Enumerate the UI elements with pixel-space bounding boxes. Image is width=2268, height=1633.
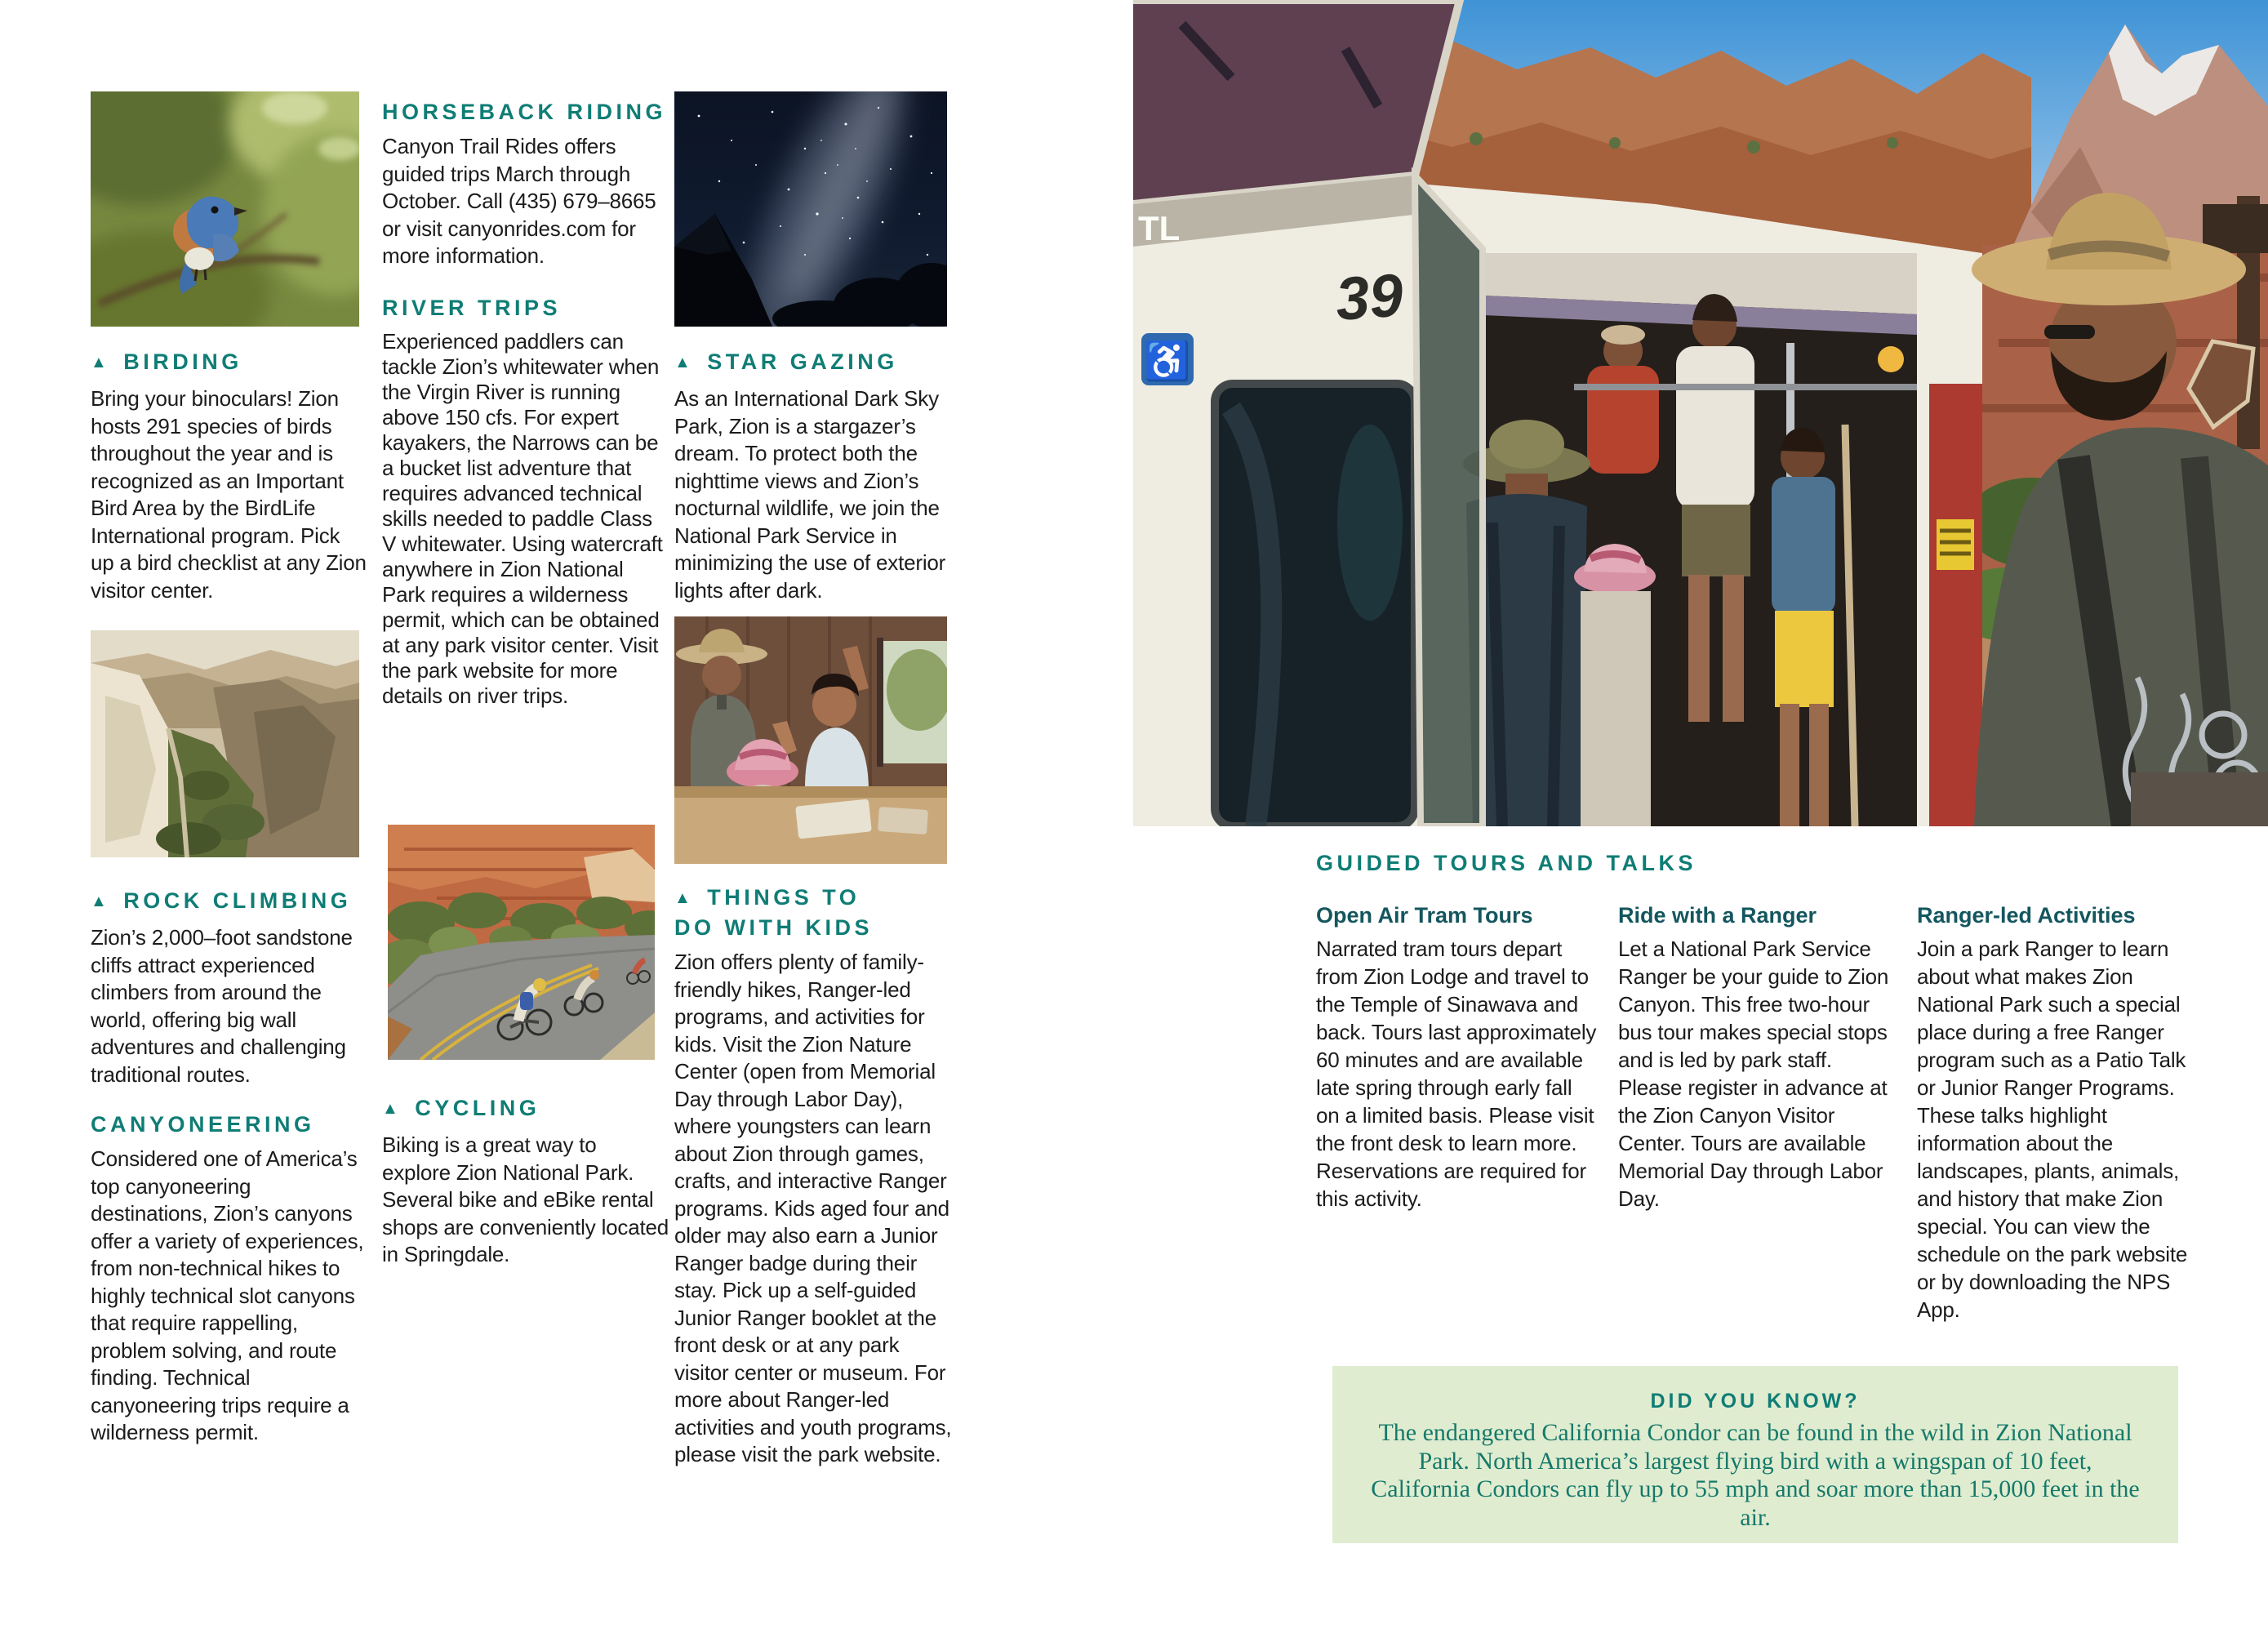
section-rock-climbing [91,887,372,1088]
bus-number: 39 [1333,260,1406,333]
guided-tours-heading-text: GUIDED TOURS AND TALKS [1316,851,1697,875]
section-body: Biking is a great way to explore Zion National Park. Several bike and eBike rental shops are conveniently located in Springdale. [382,1132,669,1266]
canyon-overlook-photo [91,630,359,857]
shuttle-bus-photo-art [1133,0,2268,826]
bluebird-photo [91,91,359,327]
bus-partial-text: TL [1138,209,1181,247]
cycling-photo [388,825,655,1060]
section-body: As an International Dark Sky Park, Zion is a stargazer’s dream. To protect both the nighttime views and Zion’s nocturnal wildlife, we join the National Park Service in minimizing the use of exterior lights after dark. [674,386,946,603]
section-birding [91,348,368,604]
section-cycling [382,1094,669,1269]
night-sky-photo [674,91,947,327]
section-title-text: STAR GAZING [707,349,898,374]
bluebird-photo-art [91,91,359,327]
canyon-photo-art [91,630,359,857]
section-horseback-riding [382,98,669,270]
triangle-icon: ▲ [91,354,111,372]
guided-column-open-air-tram-tours [1316,901,1598,1213]
guided-tours-heading [1316,849,1697,877]
guided-column-title: Ride with a Ranger [1618,903,1817,928]
night-sky-photo-art [674,91,947,327]
section-body: Bring your binoculars! Zion hosts 291 species of birds throughout the year and is recognized as an Important Bird Area by the BirdLife International program. Pick up a bird checklist at any Zion visitor center. [91,386,367,603]
section-title-text: CANYONEERING [91,1112,315,1137]
guided-column-ranger-led-activities [1917,901,2195,1324]
guided-column-title: Ranger-led Activities [1917,903,2136,928]
triangle-icon: ▲ [674,354,695,372]
did-you-know-box [1332,1366,2178,1543]
passenger-girl-pink-hat [1574,544,1656,826]
guided-column-ride-with-a-ranger [1618,901,1896,1213]
section-title-text: BIRDING [123,349,242,374]
section-title [382,294,669,322]
section-body: Canyon Trail Rides offers guided trips March through October. Call (435) 679–8665 or visit canyonrides.com for more information. [382,134,656,268]
triangle-icon: ▲ [91,892,111,910]
section-title-text: CYCLING [415,1096,540,1120]
section-title [91,348,368,378]
section-body: Zion’s 2,000–foot sandstone cliffs attract experienced climbers from around the world, offering big wall adventures and challenging traditional routes. [91,925,353,1087]
section-title [674,348,958,378]
section-title-text-line2: DO WITH KIDS [674,915,873,940]
wheelchair-icon: ♿ [1144,340,1191,382]
section-river-trips [382,294,669,709]
triangle-icon: ▲ [382,1100,402,1118]
section-canyoneering [91,1110,372,1447]
guided-column-body: Narrated tram tours depart from Zion Lodge and travel to the Temple of Sinawava and back. Tours last approximately 60 minutes and are available late spring through early fall on a limited basis. Please visit the front desk to learn more. Reservations are required for this activity. [1316,937,1597,1211]
guided-column-body: Let a National Park Service Ranger be your guide to Zion Canyon. This free two-hour bus tour makes special stops and is led by park staff. Please register in advance at the Zion Canyon Visitor Center. Tours are available Memorial Day through Labor Day. [1618,937,1889,1211]
section-body: Experienced paddlers can tackle Zion’s whitewater when the Virgin River is running above 150 cfs. For expert kayakers, the Narrows can be a bucket list adventure that requires advanced technical skills needed to paddle Class V whitewater. Using watercraft anywhere in Zion National Park requires a wilderness permit, which can be obtained at any park visitor center. Visit the park website for more details on river trips. [382,329,663,708]
section-title [91,1110,372,1138]
section-star-gazing [674,348,958,604]
section-body: Zion offers plenty of family-friendly hikes, Ranger-led programs, and activities for kids. Visit the Zion Nature Center (open from Memorial Day through Labor Day), where youngsters can learn about Zion through games, crafts, and interactive Ranger programs. Kids aged four and older may also earn a Junior Ranger badge during their stay. Pick up a self-guided Junior Ranger booklet at the front desk or at any park visitor center or museum. For more about Ranger-led activities and youth programs, please visit the park website. [674,950,952,1466]
section-title-line2 [674,914,958,941]
triangle-icon: ▲ [674,889,695,907]
section-title [674,883,958,914]
section-title [91,887,372,917]
shuttle-bus-photo [1133,0,2268,826]
section-title-text: HORSEBACK RIDING [382,100,667,124]
did-you-know-body: The endangered California Condor can be found in the wild in Zion National Park. North America’s largest flying bird with a wingspan of 10 feet, California Condors can fly up to 55 mph and soar more than 15,000 feet in the air. [1371,1419,2140,1531]
section-title [382,98,669,126]
did-you-know-heading: DID YOU KNOW? [1650,1390,1861,1413]
section-title-text-line1: THINGS TO [707,885,861,910]
guided-column-body: Join a park Ranger to learn about what makes Zion National Park such a special place during a free Ranger program such as a Patio Talk or Junior Ranger Programs. These talks highlight information about the landscapes, plants, animals, and history that make Zion special. You can view the schedule on the park website or by downloading the NPS App. [1917,937,2188,1322]
junior-ranger-photo-art [674,616,947,864]
cycling-photo-art [388,825,655,1060]
section-things-to-do-with-kids [674,883,958,1469]
guided-column-title: Open Air Tram Tours [1316,903,1533,928]
section-title [382,1094,669,1124]
section-title-text: RIVER TRIPS [382,296,562,320]
section-title-text: ROCK CLIMBING [123,888,352,913]
junior-ranger-photo [674,616,947,864]
section-body: Considered one of America’s top canyoneering destinations, Zion’s canyons offer a variety of experiences, from non-technical hikes to highly technical slot canyons that require rappelling, problem solving, and route finding. Technical canyoneering trips require a wilderness permit. [91,1146,364,1444]
